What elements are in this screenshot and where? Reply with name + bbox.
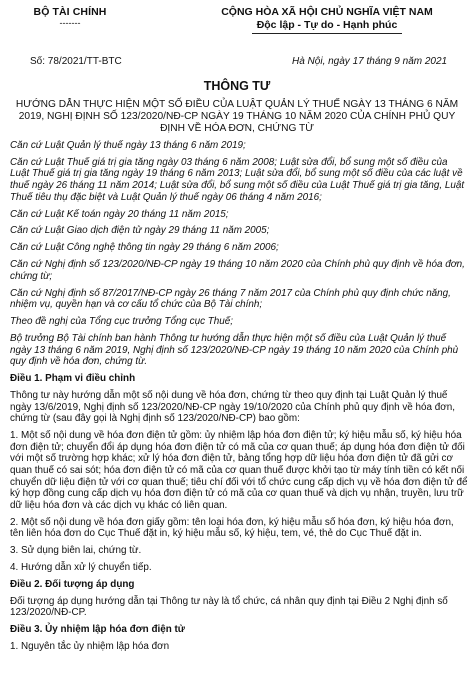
article-heading: Điều 3. Ủy nhiệm lập hóa đơn điện tử — [10, 624, 185, 636]
legal-basis-paragraph: Căn cứ Luật Kế toán ngày 20 tháng 11 năm 2015; — [10, 208, 229, 220]
legal-basis-paragraph: Căn cứ Luật Thuế giá trị gia tăng ngày 03 tháng 6 năm 2008; Luật sửa đổi, bổ sung một số điều của Luật Thuế giá trị gia tăng ngày 19 tháng 6 năm 2013; Luật sửa đổi, bổ sung một số điều của các luật về thuế ngày 26 tháng 11 năm 2014; Luật sửa đổi, bổ sung một số điều của Luật Thuế giá trị gia tăng, Luật Thuế tiêu thụ đặc biệt và Luật Quản lý thuế ngày 06 tháng 4 năm 2016; — [10, 156, 465, 203]
national-title: CỘNG HÒA XÃ HỘI CHỦ NGHĨA VIỆT NAM — [221, 6, 433, 18]
body-paragraph: 3. Sử dụng biên lai, chứng từ. — [10, 545, 142, 557]
agency-separator: ------- — [59, 18, 81, 28]
legal-basis-paragraph: Căn cứ Luật Giao dịch điện tử ngày 29 tháng 11 năm 2005; — [10, 225, 270, 237]
legal-basis-paragraph: Căn cứ Nghị định số 123/2020/NĐ-CP ngày 19 tháng 10 năm 2020 của Chính phủ quy định về hóa đơn, chứng từ; — [10, 259, 465, 282]
national-heading-block — [186, 6, 468, 34]
national-motto: Độc lập - Tự do - Hạnh phúc — [256, 19, 398, 31]
document-subtitle: HƯỚNG DẪN THỰC HIỆN MỘT SỐ ĐIỀU CỦA LUẬT QUẢN LÝ THUẾ NGÀY 13 THÁNG 6 NĂM 2019, NGHỊ ĐỊNH SỐ 123/2020/NĐ-CP NGÀY 19 THÁNG 10 NĂM 2020 CỦA CHÍNH PHỦ QUY ĐỊNH VỀ HÓA ĐƠN, CHỨNG TỪ — [15, 99, 459, 135]
legal-basis-paragraph: Căn cứ Luật Công nghệ thông tin ngày 29 tháng 6 năm 2006; — [10, 242, 279, 254]
body-paragraph: 1. Nguyên tắc ủy nhiệm lập hóa đơn — [10, 641, 170, 653]
article-heading: Điều 1. Phạm vi điều chỉnh — [10, 373, 136, 385]
body-paragraph: 1. Một số nội dung về hóa đơn điện tử gồm: ủy nhiệm lập hóa đơn điện tử; ký hiệu mẫu số, ký hiệu hóa đơn điện tử; chuyển đổi áp dụng hóa đơn điện tử có mã của cơ quan thuế; áp dụng hóa đơn điện tử đối với một số trường hợp khác; xử lý hóa đơn điện tử, bảng tổng hợp dữ liệu hóa đơn điện tử đã gửi cơ quan thuế có sai sót; hóa đơn điện tử có mã của cơ quan thuế được khởi tạo từ máy tính tiền có kết nối chuyển dữ liệu điện tử với cơ quan thuế; tiêu chí đối với tổ chức cung cấp dịch vụ về hóa đơn điện tử để ký hợp đồng cung cấp dịch vụ hóa đơn điện tử có mã của cơ quan thuế và dịch vụ nhận, truyền, lưu trữ dữ liệu hóa đơn và các dịch vụ khác có liên quan. — [10, 430, 468, 511]
legal-basis-paragraph: Bộ trưởng Bộ Tài chính ban hành Thông tư hướng dẫn thực hiện một số điều của Luật Quản lý thuế ngày 13 tháng 6 năm 2019, Nghị định số 123/2020/NĐ-CP ngày 19 tháng 10 năm 2020 của Chính phủ quy định về hóa đơn, chứng từ. — [10, 333, 459, 368]
motto-underline — [252, 33, 402, 34]
issuing-agency: BỘ TÀI CHÍNH — [33, 6, 107, 18]
document-title: THÔNG TƯ — [203, 79, 271, 93]
body-paragraph: 4. Hướng dẫn xử lý chuyển tiếp. — [10, 561, 152, 573]
document-number: Số: 78/2021/TT-BTC — [30, 56, 122, 67]
legal-basis-paragraph: Căn cứ Luật Quản lý thuế ngày 13 tháng 6 năm 2019; — [10, 140, 246, 151]
legal-basis-paragraph: Căn cứ Nghị định số 87/2017/NĐ-CP ngày 26 tháng 7 năm 2017 của Chính phủ quy định chức năng, nhiệm vụ, quyền hạn và cơ cấu tổ chức của Bộ Tài chính; — [10, 287, 451, 311]
body-paragraph: Đối tượng áp dụng hướng dẫn tại Thông tư này là tổ chức, cá nhân quy định tại Điều 2 Nghị định số 123/2020/NĐ-CP. — [10, 595, 448, 619]
body-paragraph: 2. Một số nội dung về hóa đơn giấy gồm: tên loại hóa đơn, ký hiệu mẫu số hóa đơn, ký hiệu hóa đơn, tên liên hóa đơn do Cục Thuế đặt in, ký hiệu mẫu số, ký hiệu, tem, vé, thẻ do Cục Thuế đặt in. — [10, 516, 454, 540]
document-body — [10, 140, 468, 658]
body-paragraph: Thông tư này hướng dẫn một số nội dung về hóa đơn, chứng từ theo quy định tại Luật Quản lý thuế ngày 13/6/2019, Nghị định số 123/2020/NĐ-CP ngày 19/10/2020 của Chính phủ quy định về hóa đơn, chứng từ (sau đây gọi là Nghị định số 123/2020/NĐ-CP) bao gồm: — [10, 390, 455, 425]
article-heading: Điều 2. Đối tượng áp dụng — [10, 578, 135, 590]
issuing-agency-block — [18, 6, 122, 28]
place-and-date: Hà Nội, ngày 17 tháng 9 năm 2021 — [292, 56, 448, 67]
legal-basis-paragraph: Theo đề nghị của Tổng cục trưởng Tổng cục Thuế; — [10, 316, 234, 328]
